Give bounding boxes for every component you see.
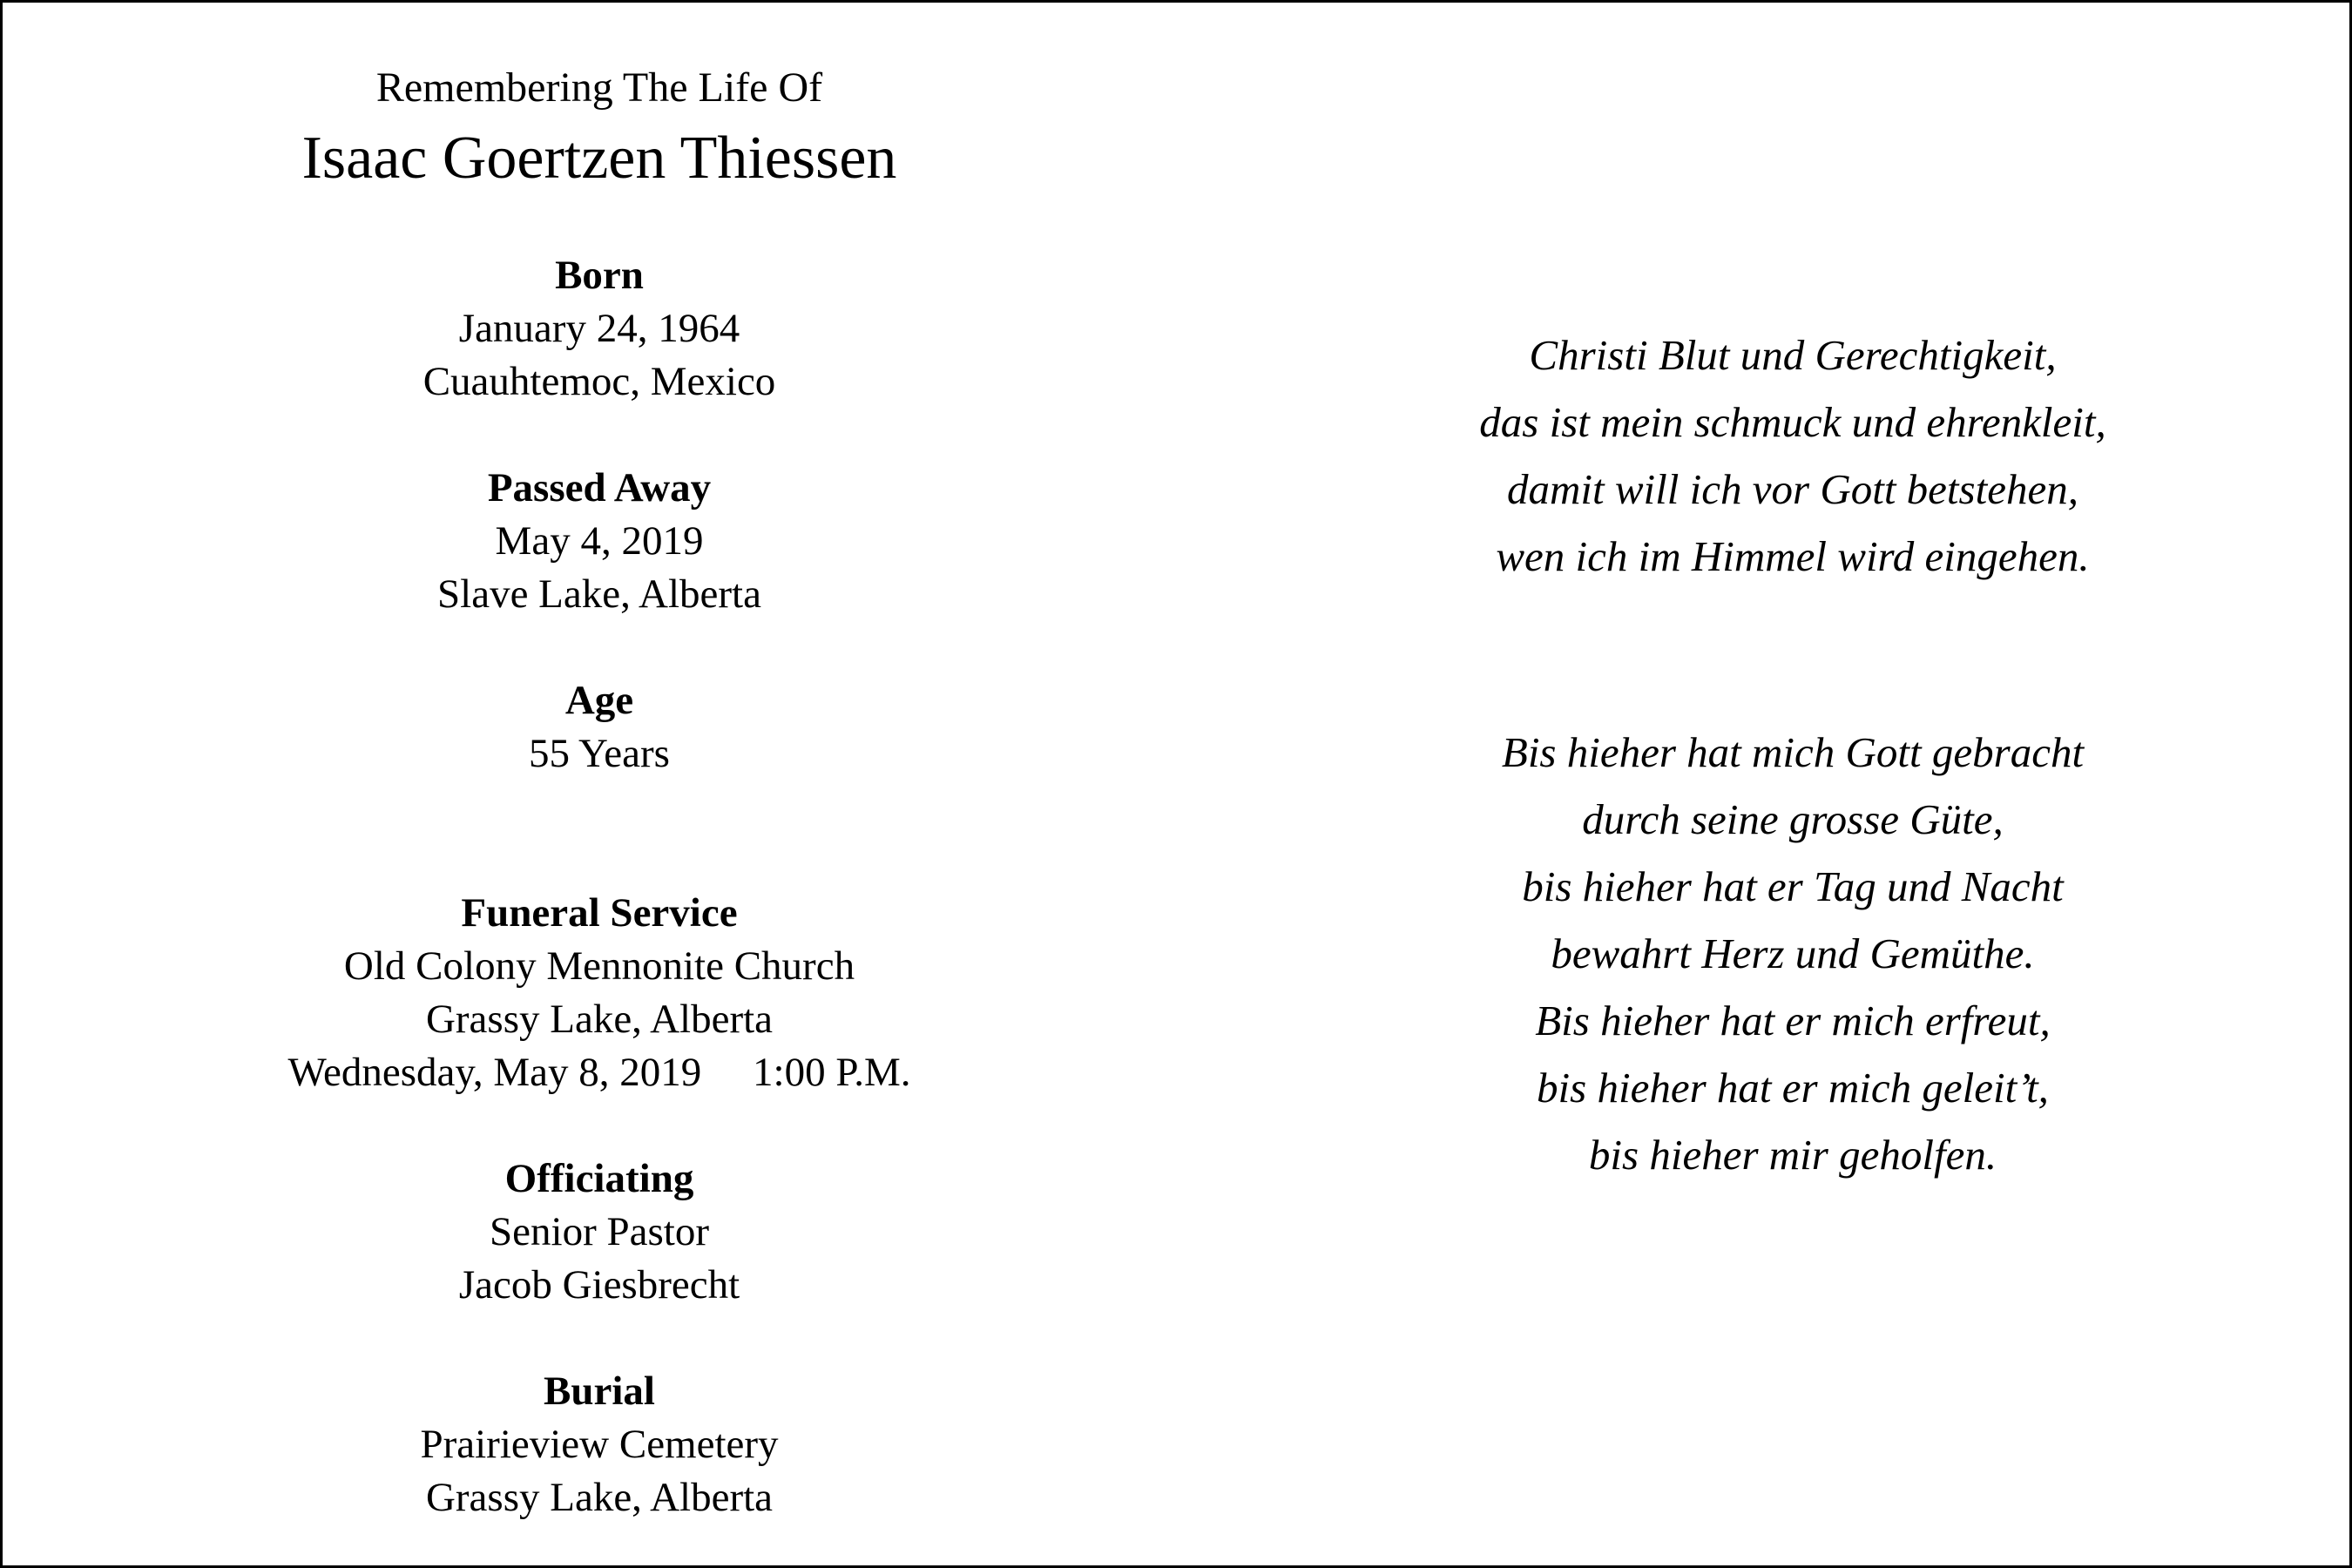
section-heading: Passed Away <box>487 465 712 510</box>
section-heading: Officiating <box>504 1156 694 1201</box>
verse-line: das ist mein schmuck und ehrenkleit, <box>1479 398 2106 446</box>
verse-line: bis hieher mir geholfen. <box>1588 1131 1997 1179</box>
page-subtitle: Remembering The Life Of <box>375 64 823 111</box>
detail-line: May 4, 2019 <box>495 518 704 564</box>
verse-line: bewahrt Herz und Gemüthe. <box>1551 929 2035 977</box>
detail-line: Grassy Lake, Alberta <box>425 1475 774 1520</box>
section-heading: Born <box>555 253 644 298</box>
detail-line: January 24, 1964 <box>458 306 740 351</box>
detail-line: Prairieview Cemetery <box>420 1422 779 1467</box>
verse-line: durch seine grosse Güte, <box>1582 795 2004 843</box>
service-details-column <box>164 62 1035 1524</box>
verse-column <box>1423 321 2163 1188</box>
section-heading: Age <box>564 678 634 723</box>
section-funeral-service <box>164 887 1035 1099</box>
verse-line: damit will ich vor Gott betstehen, <box>1507 465 2078 513</box>
detail-line: Cuauhtemoc, Mexico <box>422 359 776 404</box>
section-passed-away <box>164 462 1035 621</box>
verse-stanza-2 <box>1423 719 2163 1188</box>
deceased-name: Isaac Goertzen Thiessen <box>301 125 897 192</box>
verse-line: Christi Blut und Gerechtigkeit, <box>1529 331 2057 379</box>
section-heading: Funeral Service <box>461 890 738 936</box>
verse-line: Bis hieher hat er mich erfreut, <box>1535 997 2051 1044</box>
detail-line: Grassy Lake, Alberta <box>425 997 774 1042</box>
section-age <box>164 674 1035 781</box>
section-born <box>164 249 1035 409</box>
verse-line: bis hieher hat er Tag und Nacht <box>1522 862 2064 910</box>
detail-line: Slave Lake, Alberta <box>437 571 761 617</box>
detail-line: Jacob Giesbrecht <box>458 1262 740 1308</box>
verse-line: bis hieher hat er mich geleit’t, <box>1537 1064 2049 1112</box>
detail-line: Senior Pastor <box>490 1209 709 1254</box>
section-heading: Burial <box>544 1369 655 1414</box>
section-officiating <box>164 1152 1035 1312</box>
detail-line: Old Colony Mennonite Church <box>343 943 855 989</box>
verse-line: wen ich im Himmel wird eingehen. <box>1496 532 2090 580</box>
verse-stanza-1 <box>1423 321 2163 590</box>
section-burial <box>164 1365 1035 1524</box>
detail-line: Wednesday, May 8, 2019 1:00 P.M. <box>287 1050 911 1095</box>
verse-line: Bis hieher hat mich Gott gebracht <box>1501 728 2085 776</box>
detail-line: 55 Years <box>529 731 670 776</box>
